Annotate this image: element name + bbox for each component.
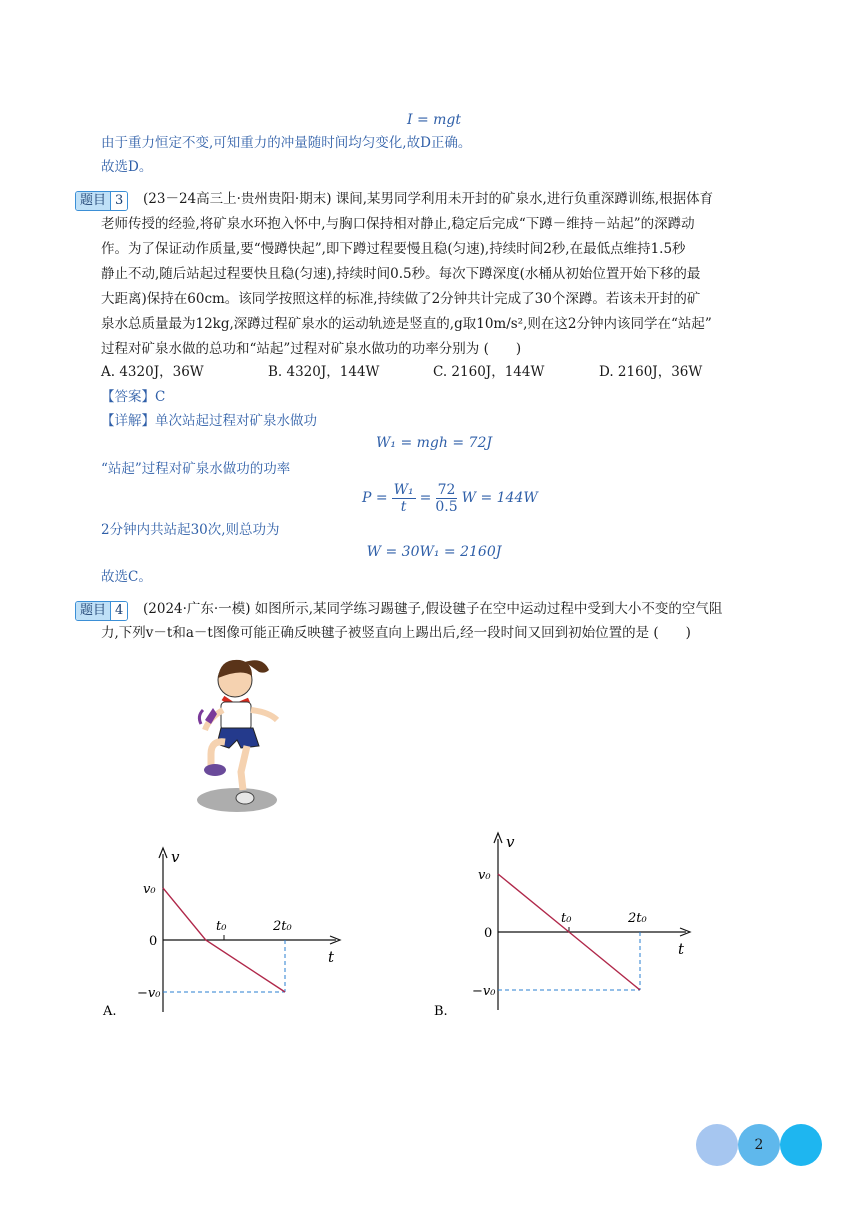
badge-circle-right [780, 1124, 822, 1166]
x-axis-label: t [678, 940, 685, 958]
badge-circle-left [696, 1124, 738, 1166]
fraction-denominator: 0.5 [435, 498, 458, 515]
power-equation [362, 478, 538, 518]
option-b: B. 4320J，144W [268, 364, 380, 380]
question-4-tag [75, 600, 128, 621]
x-tick-label: 2t₀ [628, 911, 647, 926]
girl-kicking-shuttlecock-illustration [185, 650, 300, 815]
chart-a-vt-graph [95, 840, 355, 1025]
power-eq-lhs: P = [362, 490, 388, 506]
q3-line-3: 作。为了保证动作质量,要“慢蹲快起”,即下蹲过程要慢且稳(匀速),持续时间2秒,在最低点维持1.5秒 [101, 241, 686, 257]
prev-conclusion: 故选D。 [101, 159, 153, 175]
question-tag-number: 4 [110, 602, 127, 620]
x-tick-label: t₀ [216, 919, 227, 934]
q4-line-1: (2024·广东·一模) 如图所示,某同学练习踢毽子,假设毽子在空中运动过程中受到大小不变的空气阻 [143, 601, 723, 617]
q4-line-2: 力,下列v－t和a－t图像可能正确反映毽子被竖直向上踢出后,经一段时间又回到初始位置的是 ( ) [101, 625, 691, 641]
page-number: 2 [738, 1124, 780, 1166]
power-text: “站起”过程对矿泉水做功的功率 [101, 461, 291, 477]
q3-conclusion: 故选C。 [101, 569, 152, 585]
work-equation: W₁ = mgh = 72J [376, 435, 492, 451]
q3-line-2: 老师传授的经验,将矿泉水环抱入怀中,与胸口保持相对静止,稳定后完成“下蹲－维持－站起”的深蹲动 [101, 216, 695, 232]
prev-explanation: 由于重力恒定不变,可知重力的冲量随时间均匀变化,故D正确。 [101, 135, 472, 151]
y-tick-label: 0 [484, 926, 493, 941]
y-tick-label: −v₀ [137, 986, 161, 1001]
q3-line-6: 泉水总质量最为12kg,深蹲过程矿泉水的运动轨迹是竖直的,g取10m/s²,则在这2分钟内该同学在“站起” [101, 316, 712, 332]
page-number-badge [696, 1124, 822, 1166]
fraction-numerator: 72 [437, 481, 456, 498]
y-tick-label: 0 [149, 934, 158, 949]
option-a: A. 4320J，36W [101, 364, 204, 380]
q3-line-5: 大距离)保持在60cm。该同学按照这样的标准,持续做了2分钟共计完成了30个深蹲。若该未开封的矿 [101, 291, 701, 307]
option-d: D. 2160J，36W [599, 364, 703, 380]
impulse-formula: I = mgt [406, 112, 462, 128]
power-eq-equals: = [419, 490, 432, 506]
q3-line-7: 过程对矿泉水做的总功和“站起”过程对矿泉水做功的功率分别为 ( ) [101, 341, 522, 357]
q3-line-4: 静止不动,随后站起过程要快且稳(匀速),持续时间0.5秒。每次下蹲深度(水桶从初始位置开始下移的最 [101, 266, 701, 282]
y-axis-label: v [506, 833, 515, 851]
y-tick-label: v₀ [143, 882, 156, 897]
fraction-numerator: W₁ [393, 481, 414, 498]
answer: 【答案】C [101, 389, 166, 405]
fraction-denominator: t [400, 498, 407, 515]
detail-intro: 【详解】单次站起过程对矿泉水做功 [101, 413, 317, 429]
y-tick-label: −v₀ [472, 984, 496, 999]
question-tag-label: 题目 [76, 602, 110, 620]
x-axis-label: t [328, 948, 335, 966]
fraction-w1-t [392, 482, 416, 515]
question-tag-label: 题目 [76, 192, 110, 210]
total-text: 2分钟内共站起30次,则总功为 [101, 522, 280, 538]
power-eq-rhs: W = 144W [461, 490, 538, 506]
y-tick-label: v₀ [478, 868, 491, 883]
question-3-tag [75, 190, 128, 211]
x-tick-label: 2t₀ [273, 919, 292, 934]
chart-option-label: B. [434, 1004, 448, 1019]
option-c: C. 2160J，144W [433, 364, 545, 380]
chart-option-label: A. [103, 1004, 117, 1019]
total-work-equation: W = 30W₁ = 2160J [366, 544, 502, 560]
question-tag-number: 3 [110, 192, 127, 210]
fraction-72-05 [435, 482, 457, 515]
x-tick-label: t₀ [561, 911, 572, 926]
y-axis-label: v [171, 848, 180, 866]
chart-b-vt-graph [428, 825, 708, 1025]
q3-line-1: (23－24高三上·贵州贵阳·期末) 课间,某男同学利用未开封的矿泉水,进行负重深蹲训练,根据体育 [143, 191, 714, 207]
